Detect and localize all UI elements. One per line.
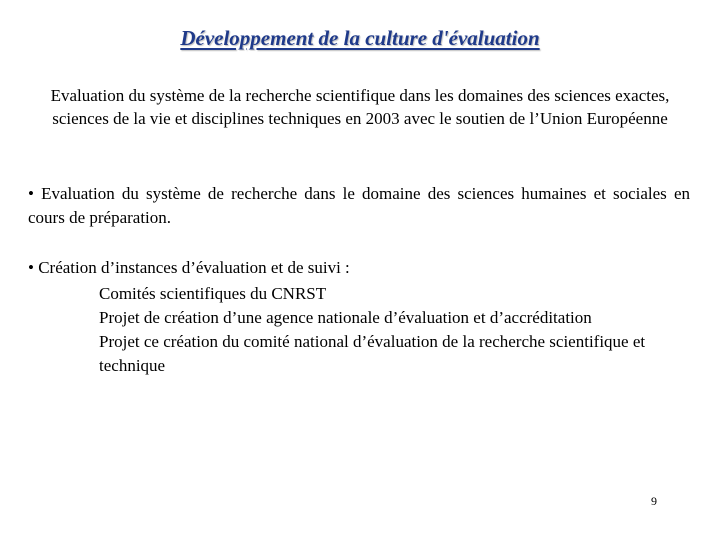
sub-item-comites: Comités scientifiques du CNRST	[99, 284, 327, 303]
page-number: 9	[651, 494, 657, 508]
intro-paragraph: Evaluation du système de la recherche scientifique dans les domaines des sciences exactes, sciences de la vie et disciplines techniques en 2003 avec le soutien de l’Union Européenne	[50, 86, 670, 128]
sub-list	[99, 282, 699, 378]
sub-item-comite-national: Projet ce création du comité national d’évaluation de la recherche scientifique et technique	[99, 332, 646, 375]
bullet-item-evaluation-shs: • Evaluation du système de recherche dans le domaine des sciences humaines et sociales en cours de préparation.	[28, 184, 690, 227]
bullet-item-creation-instances: • Création d’instances d’évaluation et de suivi :	[28, 258, 350, 277]
slide-title: Développement de la culture d'évaluation	[180, 26, 540, 50]
sub-item-agence: Projet de création d’une agence nationale d’évaluation et d’accréditation	[99, 308, 592, 327]
